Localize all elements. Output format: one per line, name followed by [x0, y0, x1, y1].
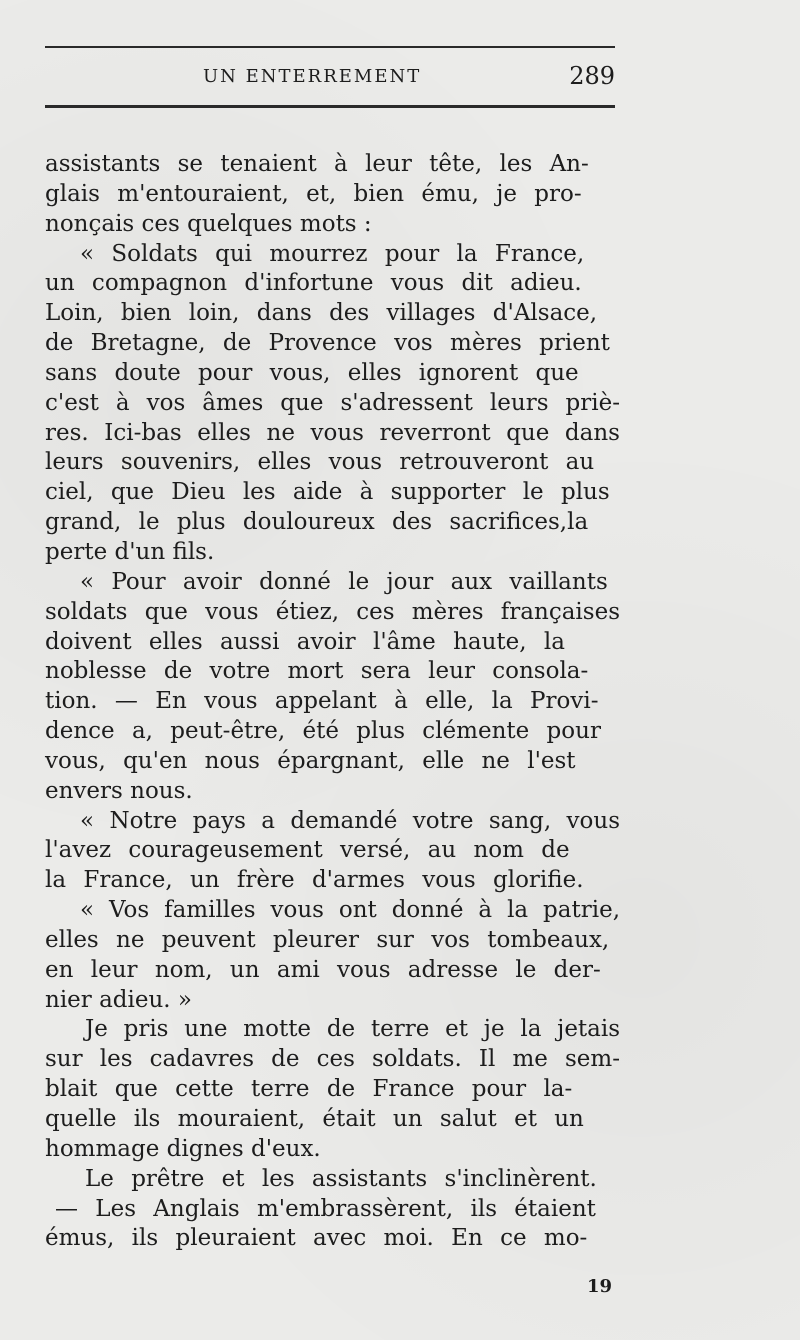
text-line: émus, ils pleuraient avec moi. En ce mo- [45, 1225, 588, 1252]
text-line: Je pris une motte de terre et je la jetais [85, 1016, 621, 1043]
text-line: leurs souvenirs, elles vous retrouveront au [45, 449, 595, 476]
text-line: quelle ils mouraient, était un salut et un [45, 1106, 584, 1132]
text-line: soldats que vous étiez, ces mères françaises [45, 598, 620, 625]
text-line: elles ne peuvent pleurer sur vos tombeaux, [45, 926, 610, 953]
text-line: Loin, bien loin, dans des villages d'Alsace, [45, 300, 598, 327]
body-text [45, 150, 625, 1254]
text-line: Le prêtre et les assistants s'inclinèrent. [85, 1165, 597, 1192]
text-line: glais m'entouraient, et, bien ému, je pro- [45, 180, 582, 207]
text-line: sans doute pour vous, elles ignorent que [45, 359, 579, 386]
text-line: tion. — En vous appelant à elle, la Provi- [45, 688, 599, 715]
text-line: « Soldats qui mourrez pour la France, [80, 240, 585, 267]
text-line: c'est à vos âmes que s'adressent leurs priè- [45, 389, 620, 416]
page-number: 289 [569, 62, 615, 90]
text-line: de Bretagne, de Provence vos mères prient [45, 330, 610, 357]
text-line: grand, le plus douloureux des sacrifices,la [45, 509, 589, 536]
text-line: blait que cette terre de France pour la- [45, 1076, 573, 1103]
text-line: — Les Anglais m'embrassèrent, ils étaient [55, 1195, 596, 1222]
text-line: « Pour avoir donné le jour aux vaillants [80, 568, 608, 595]
text-line: l'avez courageusement versé, au nom de [45, 837, 570, 864]
running-head [45, 62, 615, 92]
text-line: nonçais ces quelques mots : [45, 210, 372, 237]
text-line: la France, un frère d'armes vous glorifie. [45, 867, 584, 894]
text-line: « Vos familles vous ont donné à la patrie, [80, 897, 621, 924]
text-line: noblesse de votre mort sera leur consola- [45, 658, 589, 685]
text-line: envers nous. [45, 777, 193, 804]
text-line: hommage dignes d'eux. [45, 1135, 321, 1162]
text-line: assistants se tenaient à leur tête, les An- [45, 151, 589, 177]
signature-mark: 19 [586, 1276, 612, 1297]
text-line: sur les cadavres de ces soldats. Il me sem- [45, 1046, 620, 1073]
text-line: un compagnon d'infortune vous dit adieu. [45, 270, 582, 297]
text-line: dence a, peut-être, été plus clémente pour [45, 718, 601, 745]
text-line: doivent elles aussi avoir l'âme haute, la [45, 628, 565, 655]
header-rule-top [45, 46, 615, 48]
text-line: res. Ici-bas elles ne vous reverront que dans [45, 419, 620, 446]
header-rule-bottom [45, 105, 615, 108]
running-title: UN ENTERREMENT [203, 66, 422, 87]
text-line: ciel, que Dieu les aide à supporter le plus [45, 479, 610, 506]
text-line: « Notre pays a demandé votre sang, vous [80, 807, 621, 834]
text-line: en leur nom, un ami vous adresse le der- [45, 956, 601, 983]
text-line: perte d'un fils. [45, 538, 215, 565]
text-line: nier adieu. » [45, 986, 192, 1013]
text-line: vous, qu'en nous épargnant, elle ne l'est [45, 747, 576, 774]
